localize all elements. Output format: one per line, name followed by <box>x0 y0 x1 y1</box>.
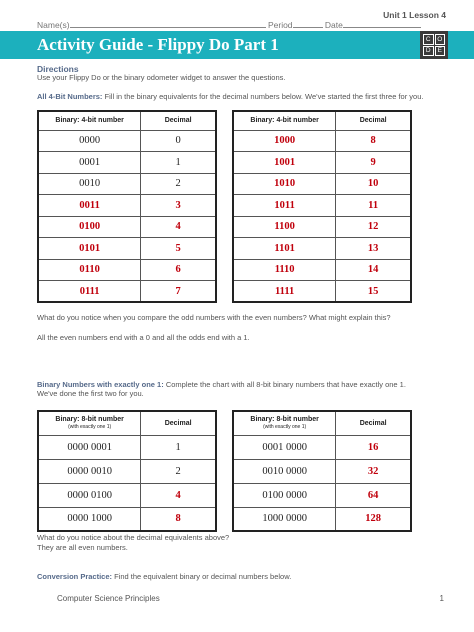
decimal-cell[interactable]: 2 <box>141 173 216 195</box>
table-row <box>233 130 411 152</box>
column-header-binary: Binary: 4-bit number <box>38 111 141 130</box>
table-row <box>233 259 411 281</box>
code-logo-icon <box>420 31 448 59</box>
decimal-cell[interactable]: 7 <box>141 281 216 303</box>
table-row <box>38 507 216 531</box>
column-header-binary-sub: (with exactly one 1) <box>68 424 112 431</box>
binary-cell[interactable]: 0110 <box>38 259 141 281</box>
page-title: Activity Guide - Flippy Do Part 1 <box>37 35 279 54</box>
section1-instruction: Fill in the binary equivalents for the decimal numbers below. We've started the first three for you. <box>104 92 424 101</box>
table-row <box>233 216 411 238</box>
binary-cell[interactable]: 0001 <box>38 152 141 174</box>
decimal-cell[interactable]: 13 <box>336 238 411 260</box>
section2-question: What do you notice about the decimal equivalents above? <box>37 533 230 542</box>
binary-cell[interactable]: 1110 <box>233 259 336 281</box>
logo-letter: E <box>435 46 446 57</box>
column-header-decimal: Decimal <box>336 411 411 435</box>
column-header-binary-label: Binary: 8-bit number <box>250 416 319 424</box>
binary-cell[interactable]: 1001 <box>233 152 336 174</box>
table-row <box>38 195 216 217</box>
date-field[interactable] <box>343 20 421 28</box>
section2-instruction: Complete the chart with all 8-bit binary numbers that have exactly one 1. <box>165 380 406 389</box>
section1-intro <box>37 92 423 101</box>
column-header-binary <box>38 411 141 435</box>
name-field[interactable] <box>70 20 266 28</box>
binary-cell[interactable]: 1000 <box>233 130 336 152</box>
table-body <box>233 130 411 302</box>
decimal-cell[interactable]: 3 <box>141 195 216 217</box>
binary-cell[interactable]: 0100 <box>38 216 141 238</box>
binary-cell[interactable]: 0000 0100 <box>38 483 141 507</box>
binary-cell[interactable]: 1111 <box>233 281 336 303</box>
table-row <box>38 259 216 281</box>
decimal-cell[interactable]: 4 <box>141 216 216 238</box>
table-4bit-left <box>37 110 217 303</box>
section2-lead: Binary Numbers with exactly one 1: <box>37 380 164 389</box>
name-label: Name(s) <box>37 20 70 30</box>
table-row <box>233 507 411 531</box>
footer-page-number: 1 <box>439 594 444 603</box>
directions-heading: Directions <box>37 64 79 74</box>
binary-cell[interactable]: 1010 <box>233 173 336 195</box>
section3-intro <box>37 572 291 581</box>
name-period-date-line <box>37 20 437 30</box>
table-row <box>233 281 411 303</box>
column-header-decimal: Decimal <box>336 111 411 130</box>
title-banner <box>0 31 474 59</box>
decimal-cell[interactable]: 14 <box>336 259 411 281</box>
binary-cell[interactable]: 0010 0000 <box>233 459 336 483</box>
decimal-cell[interactable]: 4 <box>141 483 216 507</box>
decimal-cell[interactable]: 15 <box>336 281 411 303</box>
table-8bit-left <box>37 410 217 532</box>
binary-cell[interactable]: 1101 <box>233 238 336 260</box>
table-row <box>233 195 411 217</box>
binary-cell[interactable]: 0101 <box>38 238 141 260</box>
table-body <box>38 130 216 302</box>
table-8bit-right <box>232 410 412 532</box>
table-row <box>38 130 216 152</box>
section2-answer[interactable]: They are all even numbers. <box>37 543 128 552</box>
table-row <box>233 435 411 459</box>
table-row <box>233 459 411 483</box>
binary-cell[interactable]: 0000 <box>38 130 141 152</box>
decimal-cell[interactable]: 16 <box>336 435 411 459</box>
section3-lead: Conversion Practice: <box>37 572 113 581</box>
table-row <box>233 152 411 174</box>
binary-cell[interactable]: 0000 0010 <box>38 459 141 483</box>
table-row <box>233 238 411 260</box>
decimal-cell[interactable]: 11 <box>336 195 411 217</box>
unit-lesson-label: Unit 1 Lesson 4 <box>383 10 446 20</box>
column-header-binary-label: Binary: 8-bit number <box>55 416 124 424</box>
section3-instruction: Find the equivalent binary or decimal numbers below. <box>114 572 292 581</box>
binary-cell[interactable]: 1000 0000 <box>233 507 336 531</box>
table-row <box>38 281 216 303</box>
binary-cell[interactable]: 0000 0001 <box>38 435 141 459</box>
decimal-cell[interactable]: 10 <box>336 173 411 195</box>
decimal-cell[interactable]: 6 <box>141 259 216 281</box>
footer-course: Computer Science Principles <box>57 594 160 603</box>
section1-question: What do you notice when you compare the odd numbers with the even numbers? What might explain this? <box>37 313 391 322</box>
table-body <box>233 435 411 531</box>
decimal-cell[interactable]: 32 <box>336 459 411 483</box>
table-row <box>38 483 216 507</box>
decimal-cell[interactable]: 9 <box>336 152 411 174</box>
logo-letter: D <box>423 46 434 57</box>
decimal-cell[interactable]: 8 <box>336 130 411 152</box>
table-body <box>38 435 216 531</box>
column-header-binary <box>233 411 336 435</box>
logo-letter: C <box>423 34 434 45</box>
decimal-cell[interactable]: 128 <box>336 507 411 531</box>
table-row <box>38 459 216 483</box>
binary-cell[interactable]: 1011 <box>233 195 336 217</box>
logo-letter: O <box>435 34 446 45</box>
column-header-binary: Binary: 4-bit number <box>233 111 336 130</box>
binary-cell[interactable]: 0001 0000 <box>233 435 336 459</box>
decimal-cell[interactable]: 1 <box>141 435 216 459</box>
binary-cell[interactable]: 0111 <box>38 281 141 303</box>
period-label: Period <box>267 20 293 30</box>
section2-intro <box>37 380 406 389</box>
binary-cell[interactable]: 0010 <box>38 173 141 195</box>
binary-cell[interactable]: 0000 1000 <box>38 507 141 531</box>
table-row <box>38 238 216 260</box>
decimal-cell[interactable]: 12 <box>336 216 411 238</box>
column-header-decimal: Decimal <box>141 111 216 130</box>
decimal-cell[interactable]: 8 <box>141 507 216 531</box>
date-label: Date <box>324 20 343 30</box>
table-row <box>38 152 216 174</box>
section2-instruction-line2: We've done the first two for you. <box>37 389 144 398</box>
table-row <box>233 483 411 507</box>
table-row <box>38 216 216 238</box>
table-row <box>38 173 216 195</box>
table-row <box>233 173 411 195</box>
binary-cell[interactable]: 1100 <box>233 216 336 238</box>
directions-text: Use your Flippy Do or the binary odometer widget to answer the questions. <box>37 73 286 82</box>
binary-cell[interactable]: 0011 <box>38 195 141 217</box>
section1-answer[interactable]: All the even numbers end with a 0 and all the odds end with a 1. <box>37 333 250 342</box>
decimal-cell[interactable]: 2 <box>141 459 216 483</box>
decimal-cell[interactable]: 5 <box>141 238 216 260</box>
decimal-cell[interactable]: 64 <box>336 483 411 507</box>
table-row <box>38 435 216 459</box>
decimal-cell[interactable]: 0 <box>141 130 216 152</box>
table-4bit-right <box>232 110 412 303</box>
decimal-cell[interactable]: 1 <box>141 152 216 174</box>
binary-cell[interactable]: 0100 0000 <box>233 483 336 507</box>
section1-lead: All 4-Bit Numbers: <box>37 92 103 101</box>
column-header-decimal: Decimal <box>141 411 216 435</box>
period-field[interactable] <box>293 20 323 28</box>
column-header-binary-sub: (with exactly one 1) <box>263 424 307 431</box>
